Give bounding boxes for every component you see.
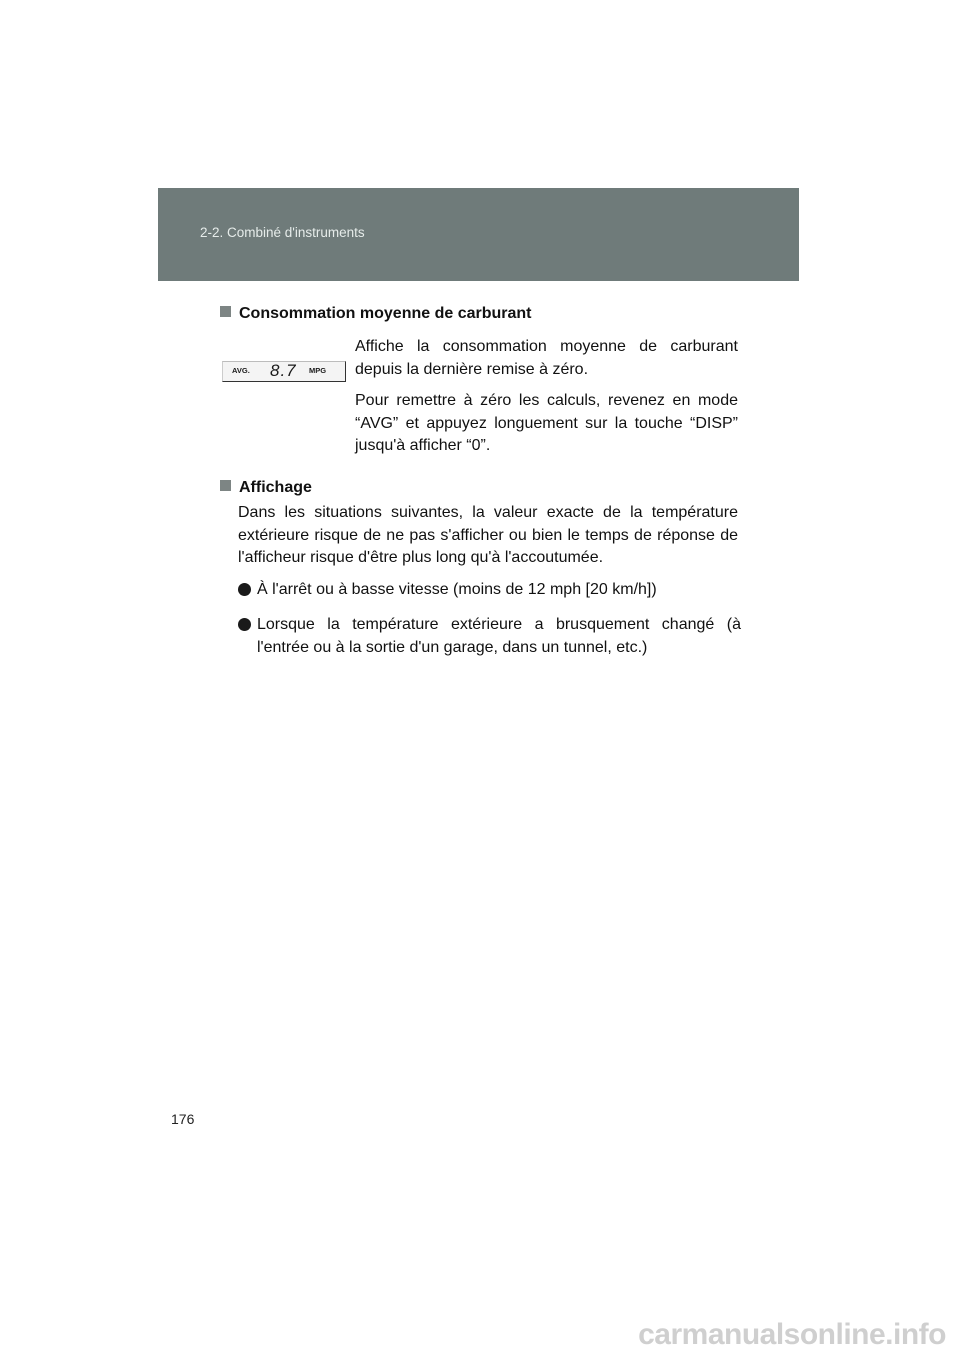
watermark-logo: carmanualsonline.info [638,1318,946,1351]
page-number: 176 [171,1111,195,1127]
chapter-header-title: 2-2. Combiné d'instruments [200,225,365,240]
section-title-average-fuel: Consommation moyenne de carburant [220,304,532,324]
bullet-dot-icon [238,618,251,631]
lcd-mode-label: AVG. [232,366,250,375]
square-bullet-icon [220,480,231,491]
average-fuel-reset-instructions: Pour remettre à zéro les calculs, revenez en mode “AVG” et appuyez longuement sur la touche “DISP” jusqu'à afficher “0”. [355,392,738,454]
section-title-display: Affichage [220,478,312,498]
bullet-dot-icon [238,583,251,596]
display-intro-paragraph: Dans les situations suivantes, la valeur exacte de la température extérieure risque de ne pas s'afficher ou bien le temps de réponse de l'afficheur risque d'être plus long qu'à l'accoutumée. [238,504,738,566]
lcd-unit-label: MPG [309,366,327,375]
lcd-value: 8.7 [270,361,297,380]
average-fuel-description: Affiche la consommation moyenne de carburant depuis la dernière remise à zéro. [355,338,738,378]
chapter-header-band [158,188,799,281]
avg-mpg-display-illustration [222,361,346,382]
square-bullet-icon [220,306,231,317]
